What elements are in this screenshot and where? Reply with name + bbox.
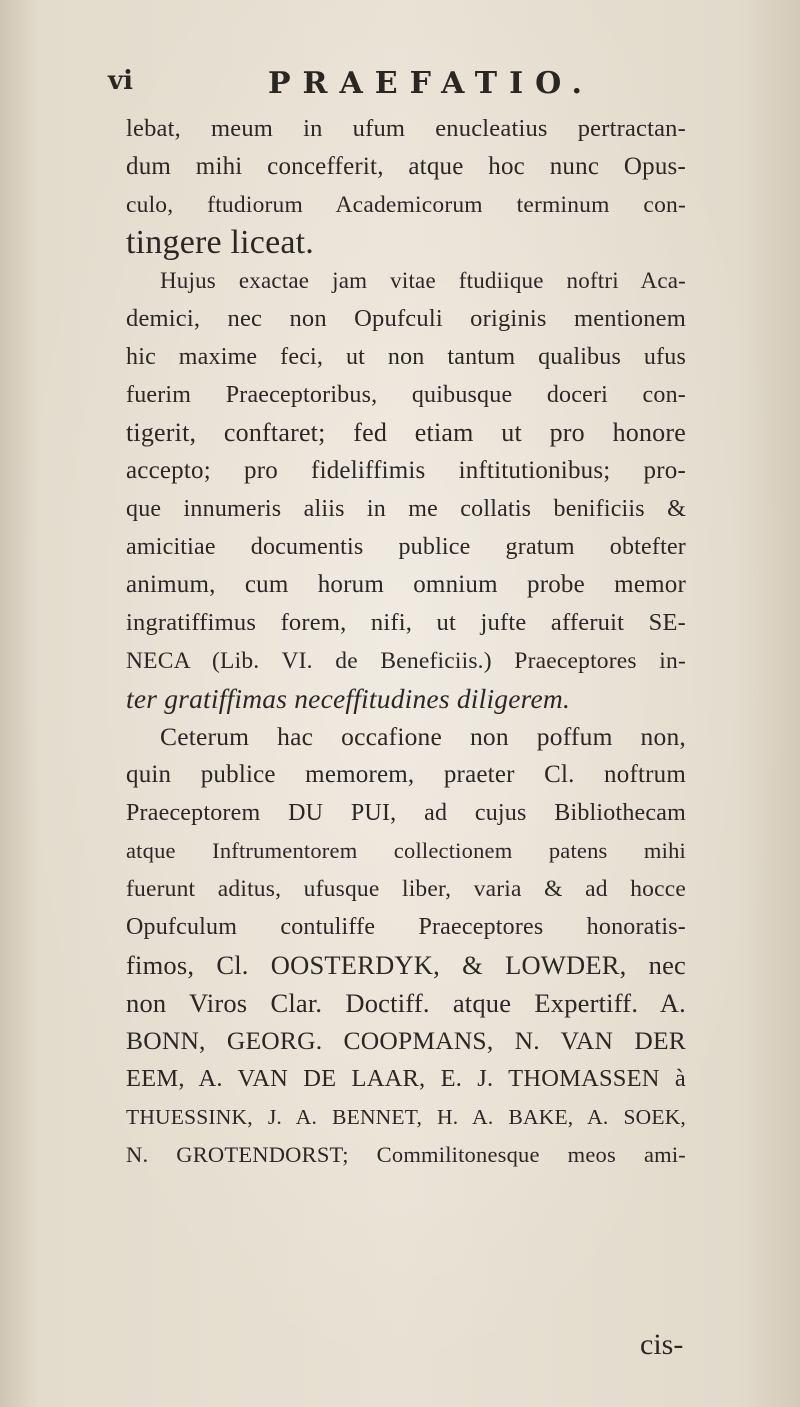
paragraph-start-line: Hujus exactae jam vitae ftudiique noftri Aca- [160,268,686,293]
text-line: amicitiae documentis publice gratum obtefter [126,534,686,560]
text-line: culo, ftudiorum Academicorum terminum con- [126,192,686,218]
text-line: NECA (Lib. VI. de Beneficiis.) Praeceptores in- [126,648,686,674]
text-line: tingere liceat. [126,224,315,261]
text-line: EEM, A. VAN DE LAAR, E. J. THOMASSEN à [126,1065,686,1092]
text-line: tigerit, conftaret; fed etiam ut pro honore [126,418,686,447]
text-line: dum mihi concefferit, atque hoc nunc Opus- [126,153,686,180]
text-line: animum, cum horum omnium probe memor [126,571,686,598]
catchword: cis- [640,1328,684,1361]
text-line: fimos, Cl. OOSTERDYK, & LOWDER, nec [126,950,686,980]
section-title: PRAEFATIO. [268,66,594,101]
text-line: non Viros Clar. Doctiff. atque Expertiff. A. [126,988,686,1018]
text-line: ter gratiffimas neceffitudines diligerem. [126,683,571,714]
text-line: ingratiffimus forem, nifi, ut jufte afferuit SE- [126,609,686,636]
running-head [0,66,800,106]
text-line: Praeceptorem DU PUI, ad cujus Bibliothecam [126,800,686,826]
paragraph-start-line: Ceterum hac occafione non poffum non, [160,722,686,751]
text-line: fuerim Praeceptoribus, quibusque doceri con- [126,382,686,408]
text-line: atque Inftrumentorem collectionem patens mihi [126,838,686,863]
text-line: Opufculum contuliffe Praeceptores honoratis- [126,914,686,940]
text-line: lebat, meum in ufum enucleatius pertractan- [126,115,686,142]
page-number: vi [108,66,133,96]
text-line: fuerunt aditus, ufusque liber, varia & ad hocce [126,876,686,902]
text-line: hic maxime feci, ut non tantum qualibus ufus [126,344,686,370]
text-line: THUESSINK, J. A. BENNET, H. A. BAKE, A. SOEK, [126,1105,686,1129]
text-line: N. GROTENDORST; Commilitonesque meos ami- [126,1142,686,1167]
text-line: accepto; pro fideliffimis inftitutionibus; pro- [126,457,686,484]
body-text [126,110,686,1174]
text-line: demici, nec non Opufculi originis mentionem [126,305,686,332]
text-line: que innumeris aliis in me collatis benificiis & [126,496,686,522]
text-line: BONN, GEORG. COOPMANS, N. VAN DER [126,1026,686,1055]
text-line: quin publice memorem, praeter Cl. noftrum [126,761,686,788]
